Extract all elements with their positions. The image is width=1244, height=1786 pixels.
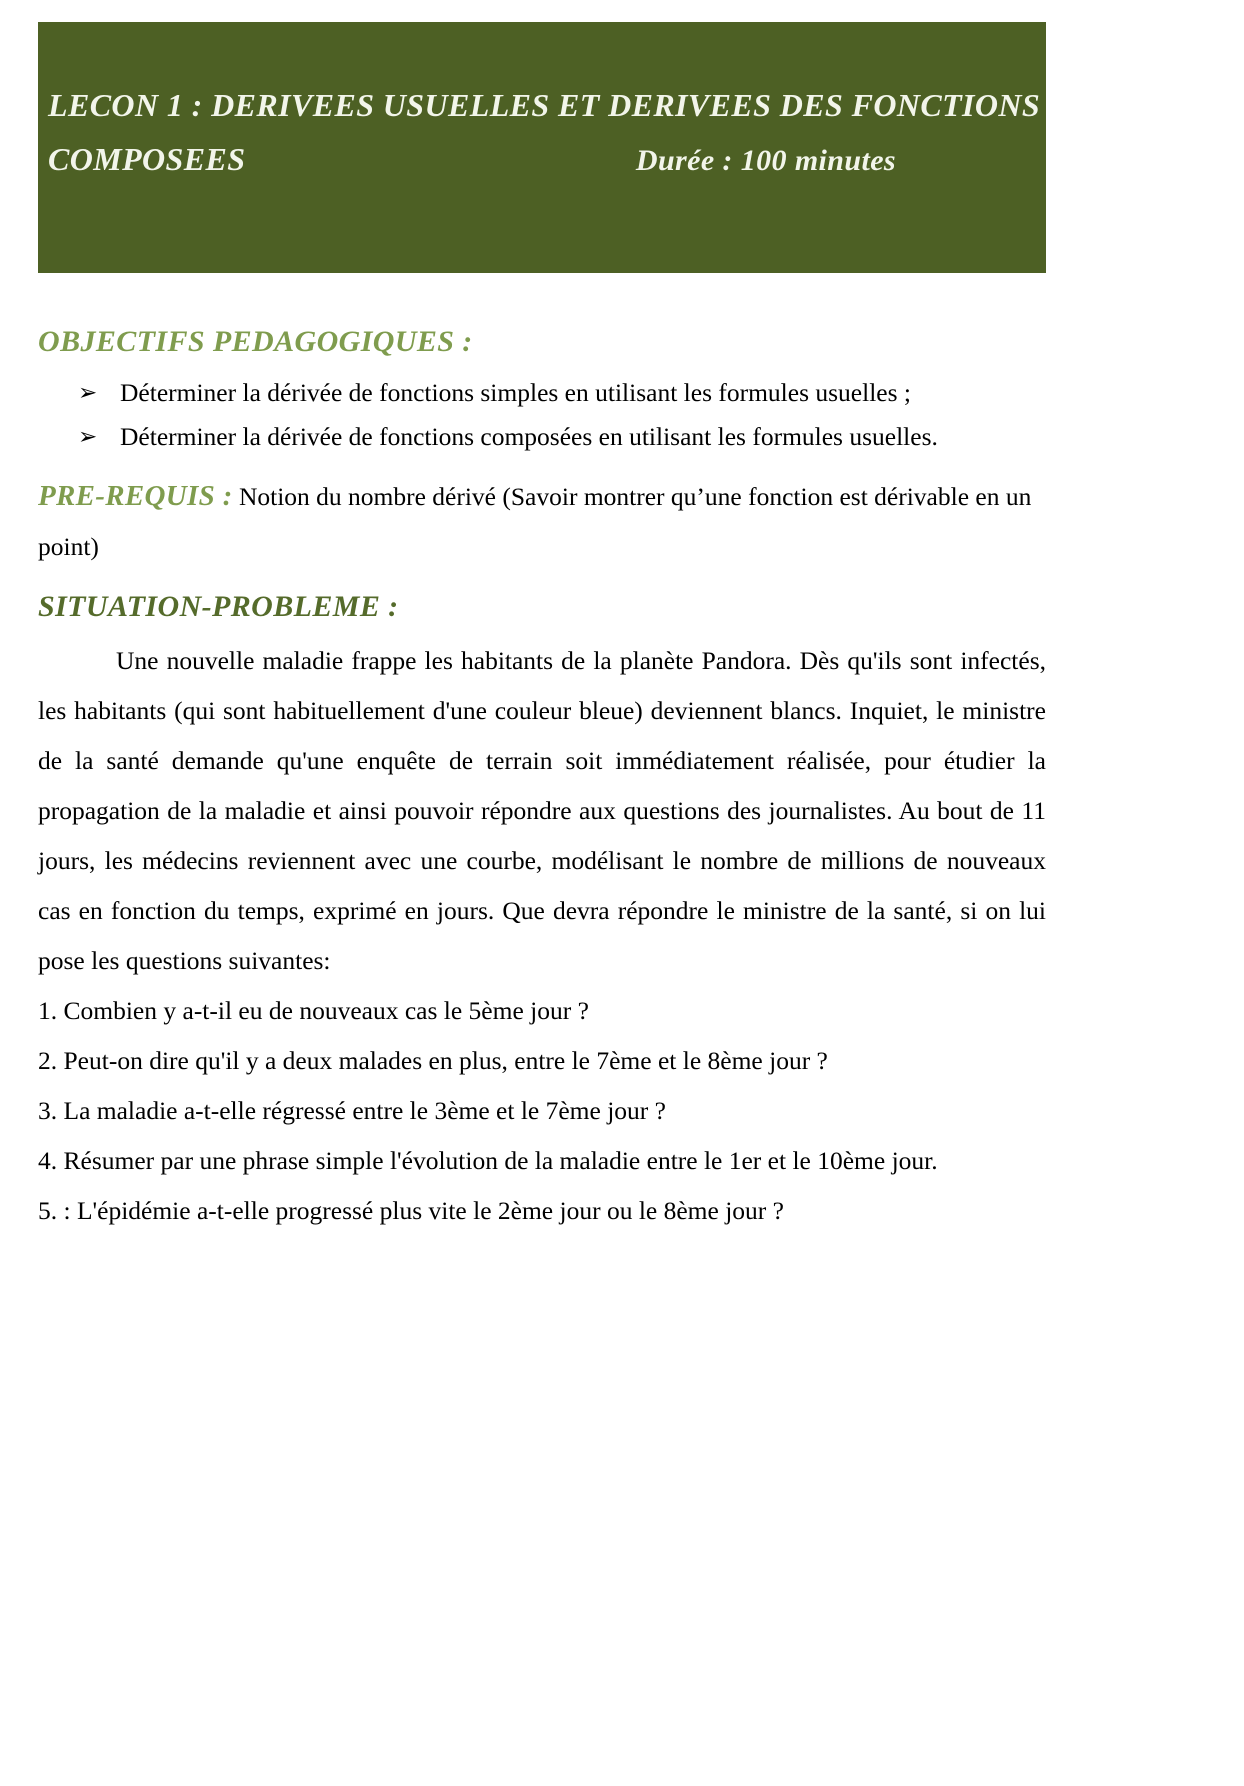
prerequisites-text: Notion du nombre dérivé (Savoir montrer qu’une fonction est dérivable en un point) (38, 482, 1032, 561)
lesson-title-line2: COMPOSEES (48, 141, 246, 177)
lesson-title-row2 (38, 132, 1046, 188)
situation-questions-list (38, 986, 1046, 1236)
list-item (38, 371, 1046, 415)
prerequisites-block (38, 471, 1046, 572)
lesson-title-line1: LECON 1 : DERIVEES USUELLES ET DERIVEES DES FONCTIONS (48, 87, 1041, 123)
objective-text: Déterminer la dérivée de fonctions composées en utilisant les formules usuelles. (120, 422, 938, 451)
list-item: 2. Peut-on dire qu'il y a deux malades en plus, entre le 7ème et le 8ème jour ? (38, 1046, 828, 1075)
objectives-list (38, 371, 1046, 459)
list-item: 3. La maladie a-t-elle régressé entre le 3ème et le 7ème jour ? (38, 1096, 666, 1125)
list-item: 5. : L'épidémie a-t-elle progressé plus vite le 2ème jour ou le 8ème jour ? (38, 1196, 784, 1225)
objective-text: Déterminer la dérivée de fonctions simples en utilisant les formules usuelles ; (120, 378, 911, 407)
arrow-bullet-icon: ➢ (78, 380, 98, 406)
document-body (38, 295, 1046, 1236)
situation-paragraph: Une nouvelle maladie frappe les habitants de la planète Pandora. Dès qu'ils sont infectés, les habitants (qui sont habituellement d'une couleur bleue) deviennent blancs. Inquiet, le ministre de la santé demande qu'une enquête de terrain soit immédiatement réalisée, pour étudier la propagation de la maladie et ainsi pouvoir répondre aux questions des journalistes. Au bout de 11 jours, les médecins reviennent avec une courbe, modélisant le nombre de millions de nouveaux cas en fonction du temps, exprimé en jours. Que devra répondre le ministre de la santé, si on lui pose les questions suivantes: (38, 646, 1046, 975)
list-item: 1. Combien y a-t-il eu de nouveaux cas le 5ème jour ? (38, 996, 589, 1025)
situation-heading: SITUATION-PROBLEME : (38, 590, 399, 623)
arrow-bullet-icon: ➢ (78, 424, 98, 450)
lesson-duration: Durée : 100 minutes (635, 144, 896, 177)
list-item (38, 415, 1046, 459)
prerequisites-label: PRE-REQUIS : (38, 480, 233, 512)
list-item: 4. Résumer par une phrase simple l'évolution de la maladie entre le 1er et le 10ème jour. (38, 1146, 938, 1175)
lesson-header-band (38, 22, 1046, 273)
objectives-heading: OBJECTIFS PEDAGOGIQUES : (38, 325, 473, 358)
